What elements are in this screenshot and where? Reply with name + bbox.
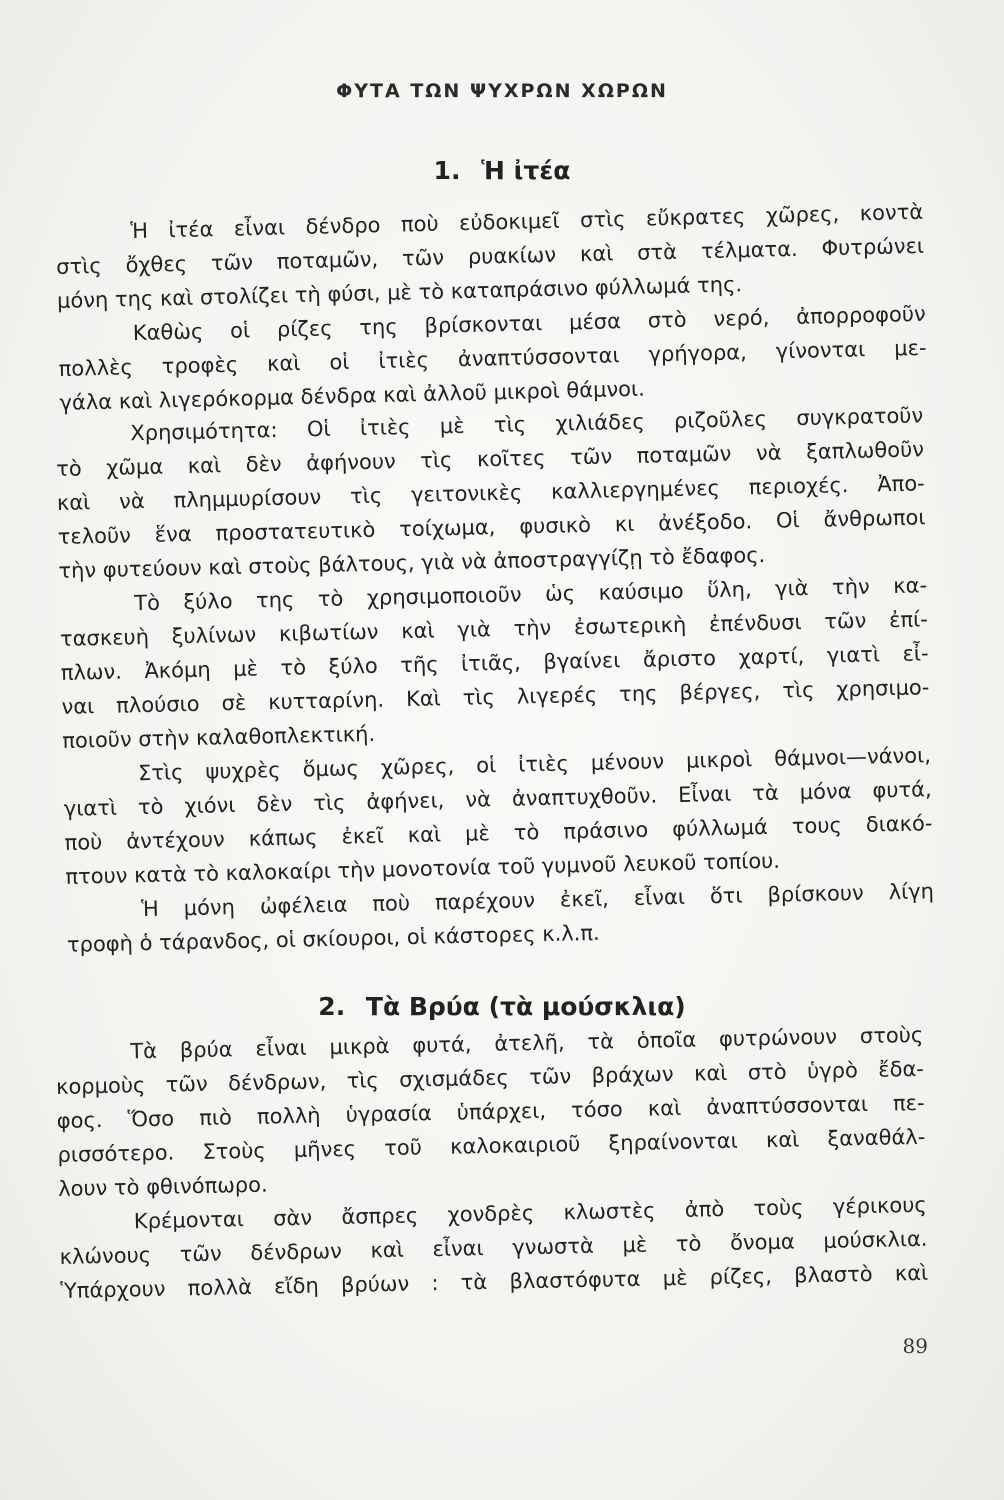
text-line: τροφὴ ὁ τάρανδος, οἱ σκίουροι, οἱ κάστορες κ.λ.π. bbox=[66, 920, 600, 957]
text-line: τασκευὴ ξυλίνων κιβωτίων καὶ γιὰ τὴν ἐσωτερικὴ ἐπένδυσι τῶν ἐπί- bbox=[59, 607, 929, 651]
text-line: ποὺ ἀντέχουν κάπως ἐκεῖ καὶ μὲ τὸ πράσινο φύλλωμά τους διακό- bbox=[64, 811, 933, 855]
text-line: γάλα καὶ λιγερόκορμα δένδρα καὶ ἀλλοῦ μικροὶ θάμνοι. bbox=[59, 376, 646, 415]
text-line: Ἡ ἰτέα εἶναι δένδρο ποὺ εὐδοκιμεῖ στὶς εὔκρατες χῶρες, κοντὰ bbox=[130, 199, 924, 244]
paragraph-group-willow-usefulness bbox=[55, 398, 935, 962]
page-number: 89 bbox=[902, 1334, 928, 1358]
section-title: Τὰ Βρύα (τὰ μούσκλια) bbox=[365, 992, 686, 1021]
text-line: Τὸ ξύλο της τὸ χρησιμοποιοῦν ὡς καύσιμο ὕλη, γιὰ τὴν κα- bbox=[133, 573, 928, 616]
text-line: τελοῦν ἕνα προστατευτικὸ τοίχωμα, φυσικὸ κι ἀνέξοδο. Οἱ ἄνθρωποι bbox=[57, 505, 926, 549]
text-line: τὸ χῶμα καὶ δὲν ἀφήνουν τὶς κοῖτες τῶν ποταμῶν νὰ ξαπλωθοῦν bbox=[55, 437, 925, 481]
section-heading-1 bbox=[0, 156, 1004, 185]
text-line: ναι πλούσιο σὲ κυτταρίνη. Καὶ τὶς λιγερές της βέργες, τὶς χρησιμο- bbox=[61, 675, 930, 719]
paragraph-group-willow-intro bbox=[55, 195, 928, 420]
section-number: 1. bbox=[433, 156, 461, 185]
text-line: πολλὲς τροφὲς καὶ οἱ ἰτιὲς ἀναπτύσσονται γρήγορα, γίνονται με- bbox=[58, 335, 927, 381]
text-line: μόνη της καὶ στολίζει τὴ φύσι, μὲ τὸ καταπράσινο φύλλωμά της. bbox=[56, 272, 743, 313]
text-line: κορμοὺς τῶν δένδρων, τὶς σχισμάδες τῶν βράχων καὶ στὸ ὑγρὸ ἔδα- bbox=[55, 1056, 925, 1099]
text-line: λουν τὸ φθινόπωρο. bbox=[57, 1172, 268, 1201]
text-line: Στὶς ψυχρὲς ὅμως χῶρες, οἱ ἰτιὲς μένουν μικροὶ θάμνοι—νάνοι, bbox=[137, 743, 932, 786]
text-line: ρισσότερο. Στοὺς μῆνες τοῦ καλοκαιριοῦ ξηραίνονται καὶ ξαναθάλ- bbox=[57, 1124, 926, 1167]
section-title: Ἡ ἰτέα bbox=[481, 156, 571, 185]
text-line: πτουν κατὰ τὸ καλοκαίρι τὴν μονοτονία τοῦ γυμνοῦ λευκοῦ τοπίου. bbox=[65, 848, 781, 889]
text-line: τὴν φυτεύουν καὶ στοὺς βάλτους, γιὰ νὰ ἀποστραγγίζῃ τὸ ἔδαφος. bbox=[58, 542, 766, 583]
text-line: Ἡ μόνη ὠφέλεια ποὺ παρέχουν ἐκεῖ, εἶναι ὅτι βρίσκουν λίγη bbox=[140, 879, 935, 922]
section-number: 2. bbox=[318, 992, 346, 1021]
text-line: Χρησιμότητα: Οἱ ἰτιὲς μὲ τὶς χιλιάδες ριζοῦλες συγκρατοῦν bbox=[130, 403, 924, 446]
section-heading-2 bbox=[0, 992, 1004, 1021]
text-line: πλων. Ἀκόμη μὲ τὸ ξύλο τῆς ἰτιᾶς, βγαίνει ἄριστο χαρτί, γιατὶ εἶ- bbox=[60, 641, 929, 685]
text-line: κλώνους τῶν δένδρων καὶ εἶναι γνωστὰ μὲ τὸ ὄνομα μούσκλια. bbox=[59, 1226, 928, 1269]
text-line: Καθὼς οἱ ρίζες της βρίσκονται μέσα στὸ νερό, ἀπορροφοῦν bbox=[132, 301, 926, 346]
running-title: ΦΥΤΑ ΤΩΝ ΨΥΧΡΩΝ ΧΩΡΩΝ bbox=[336, 80, 668, 102]
text-line: ποιοῦν στὴν καλαθοπλεκτική. bbox=[62, 721, 376, 753]
text-line: φος. Ὅσο πιὸ πολλὴ ὑγρασία ὑπάρχει, τόσο καὶ ἀναπτύσσονται πε- bbox=[56, 1090, 925, 1133]
paragraph-group-mosses bbox=[55, 1018, 929, 1308]
text-line: Ὑπάρχουν πολλὰ εἴδη βρύων : τὰ βλαστόφυτα μὲ ρίζες, βλαστὸ καὶ bbox=[60, 1260, 929, 1303]
text-line: καὶ νὰ πλημμυρίσουν τὶς γειτονικὲς καλλιεργημένες περιοχές. Ἀπο- bbox=[56, 471, 925, 515]
text-line: στὶς ὄχθες τῶν ποταμῶν, τῶν ρυακίων καὶ στὰ τέλματα. Φυτρώνει bbox=[55, 233, 925, 279]
text-line: γιατὶ τὸ χιόνι δὲν τὶς ἀφήνει, νὰ ἀναπτυχθοῦν. Εἶναι τὰ μόνα φυτά, bbox=[63, 777, 932, 821]
text-line: Κρέμονται σὰν ἄσπρες χονδρὲς κλωστὲς ἀπὸ τοὺς γέρικους bbox=[133, 1192, 927, 1234]
text-line: Τὰ βρύα εἶναι μικρὰ φυτά, ἀτελῆ, τὰ ὁποῖα φυτρώνουν στοὺς bbox=[130, 1022, 924, 1064]
